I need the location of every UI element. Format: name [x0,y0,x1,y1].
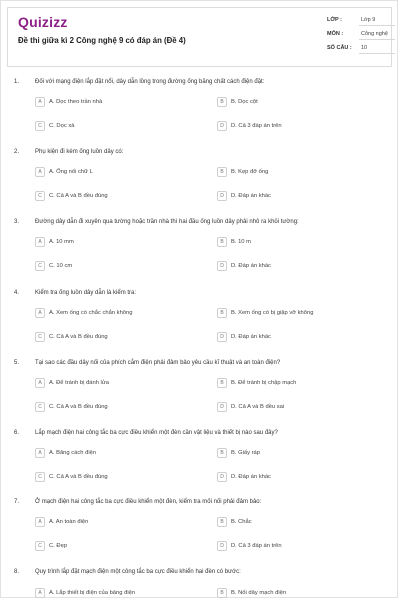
option-a[interactable] [35,378,195,390]
option-text: A. 10 mm [49,239,74,245]
option-text: A. An toàn điện [49,519,89,525]
question-text: Phụ kiện đi kèm ống luồn dây có: [35,149,124,155]
option-text: B. Chắc [231,519,252,525]
option-b[interactable] [217,517,377,529]
option-b[interactable] [217,167,377,179]
option-text: A. Lắp thiết bị điện của bảng điện [49,590,136,596]
worksheet-title: Đề thi giữa kì 2 Công nghệ 9 có đáp án (Đề 4) [18,36,186,45]
meta-count-row [321,42,399,56]
option-letter-box: B [217,588,227,598]
option-letter-box: A [35,167,45,177]
option-b[interactable] [217,97,377,109]
option-d[interactable] [217,541,377,553]
option-text: B. Để tránh bị chập mạch [231,380,297,386]
option-letter-box: B [217,97,227,107]
option-d[interactable] [217,261,377,273]
option-letter-box: D [217,332,227,342]
meta-class-row [321,14,399,28]
option-letter-box: D [217,541,227,551]
option-c[interactable] [35,472,195,484]
option-a[interactable] [35,308,195,320]
question-number: 7. [14,499,20,505]
question-text: Quy trình lắp đặt mạch điện một công tắc ba cực điều khiển hai đèn có bước: [35,569,241,575]
question-number: 5. [14,360,20,366]
option-letter-box: D [217,402,227,412]
option-text: C. Cả A và B đều đúng [49,193,108,199]
option-a[interactable] [35,588,195,600]
option-letter-box: A [35,448,45,458]
meta-subject-label: MÔN : [327,31,344,37]
option-text: D. Cả A và B đều sai [231,404,285,410]
option-c[interactable] [35,191,195,203]
option-c[interactable] [35,121,195,133]
option-text: A. Xem ống có chắc chắn không [49,310,133,316]
option-letter-box: C [35,121,45,131]
option-d[interactable] [217,121,377,133]
quizizz-logo: Quizizz [18,14,68,30]
question-text: Tại sao các đầu dây nối của phích cắm điện phải đảm bảo yêu cầu kĩ thuật và an toàn điện? [35,360,281,366]
option-text: A. Băng cách điện [49,450,97,456]
option-letter-box: A [35,588,45,598]
option-letter-box: A [35,517,45,527]
option-text: D. Cả 3 đáp án trên [231,123,282,129]
option-letter-box: D [217,121,227,131]
option-text: D. Cả 3 đáp án trên [231,543,282,549]
option-text: C. Đẹp [49,543,68,549]
option-text: D. Đáp án khác [231,193,271,199]
question-number: 3. [14,219,20,225]
option-d[interactable] [217,402,377,414]
option-letter-box: C [35,191,45,201]
option-c[interactable] [35,261,195,273]
question-text: Đối với mạng điện lắp đặt nổi, dây dẫn lồng trong đường ống băng chất cách điện đặt: [35,79,265,85]
option-letter-box: D [217,472,227,482]
option-letter-box: A [35,237,45,247]
meta-divider [359,39,395,40]
option-text: B. Nối dây mạch điện [231,590,287,596]
option-text: B. Kẹp đỡ ống [231,169,269,175]
option-letter-box: C [35,332,45,342]
question-number: 8. [14,569,20,575]
option-letter-box: D [217,261,227,271]
meta-subject-value: Công nghệ [361,31,388,37]
meta-count-label: SỐ CÂU : [327,45,352,51]
option-letter-box: A [35,308,45,318]
question-text: Đường dây dẫn đi xuyên qua tường hoặc trần nhà thì hai đầu ống luồn dây phải nhô ra khỏi tường: [35,219,299,225]
option-text: A. Dọc theo trần nhà [49,99,103,105]
option-d[interactable] [217,191,377,203]
option-text: B. Giấy ráp [231,450,260,456]
option-text: A. Để tránh bị đánh lửa [49,380,109,386]
option-text: D. Đáp án khác [231,263,271,269]
option-letter-box: B [217,378,227,388]
meta-count-value: 10 [361,45,368,51]
meta-divider [359,53,395,54]
question-text: Lắp mạch điện hai công tắc ba cực điều khiển một đèn cần vật liệu và thiết bị nào sau đây? [35,430,278,436]
option-letter-box: C [35,472,45,482]
option-text: C. 10 cm [49,263,73,269]
option-letter-box: B [217,237,227,247]
option-text: C. Cả A và B đều đúng [49,404,108,410]
option-letter-box: C [35,261,45,271]
option-a[interactable] [35,517,195,529]
option-b[interactable] [217,588,377,600]
option-text: C. Dọc xà [49,123,75,129]
option-c[interactable] [35,541,195,553]
question-number: 2. [14,149,20,155]
option-a[interactable] [35,237,195,249]
question-number: 1. [14,79,20,85]
option-letter-box: A [35,97,45,107]
worksheet-meta [321,14,399,56]
question-text: Ở mạch điện hai công tắc ba cực điều khiển một đèn, kiểm tra mối nối phải đảm bảo: [35,499,262,505]
option-b[interactable] [217,448,377,460]
option-c[interactable] [35,402,195,414]
option-letter-box: C [35,541,45,551]
option-letter-box: B [217,167,227,177]
option-text: B. Xem ống có bị giập vỡ không [231,310,314,316]
meta-class-value: Lớp 9 [361,17,376,23]
option-b[interactable] [217,237,377,249]
option-a[interactable] [35,448,195,460]
option-letter-box: A [35,378,45,388]
question-text: Kiểm tra ống luồn dây dẫn là kiểm tra: [35,290,137,296]
option-text: B. 10 m [231,239,251,245]
worksheet-header [7,7,392,67]
option-text: C. Cả A và B đều đúng [49,334,108,340]
option-a[interactable] [35,167,195,179]
option-text: D. Đáp án khác [231,334,271,340]
question-number: 4. [14,290,20,296]
meta-divider [359,25,395,26]
question-number: 6. [14,430,20,436]
option-a[interactable] [35,97,195,109]
option-text: D. Đáp án khác [231,474,271,480]
option-letter-box: B [217,448,227,458]
option-text: A. Ống nối chữ L [49,169,93,175]
option-letter-box: B [217,308,227,318]
option-d[interactable] [217,332,377,344]
option-c[interactable] [35,332,195,344]
meta-subject-row [321,28,399,42]
option-letter-box: C [35,402,45,412]
option-text: B. Dọc cột [231,99,258,105]
option-letter-box: D [217,191,227,201]
meta-class-label: LỚP : [327,17,342,23]
option-b[interactable] [217,378,377,390]
option-text: C. Cả A và B đều đúng [49,474,108,480]
option-b[interactable] [217,308,377,320]
option-letter-box: B [217,517,227,527]
option-d[interactable] [217,472,377,484]
